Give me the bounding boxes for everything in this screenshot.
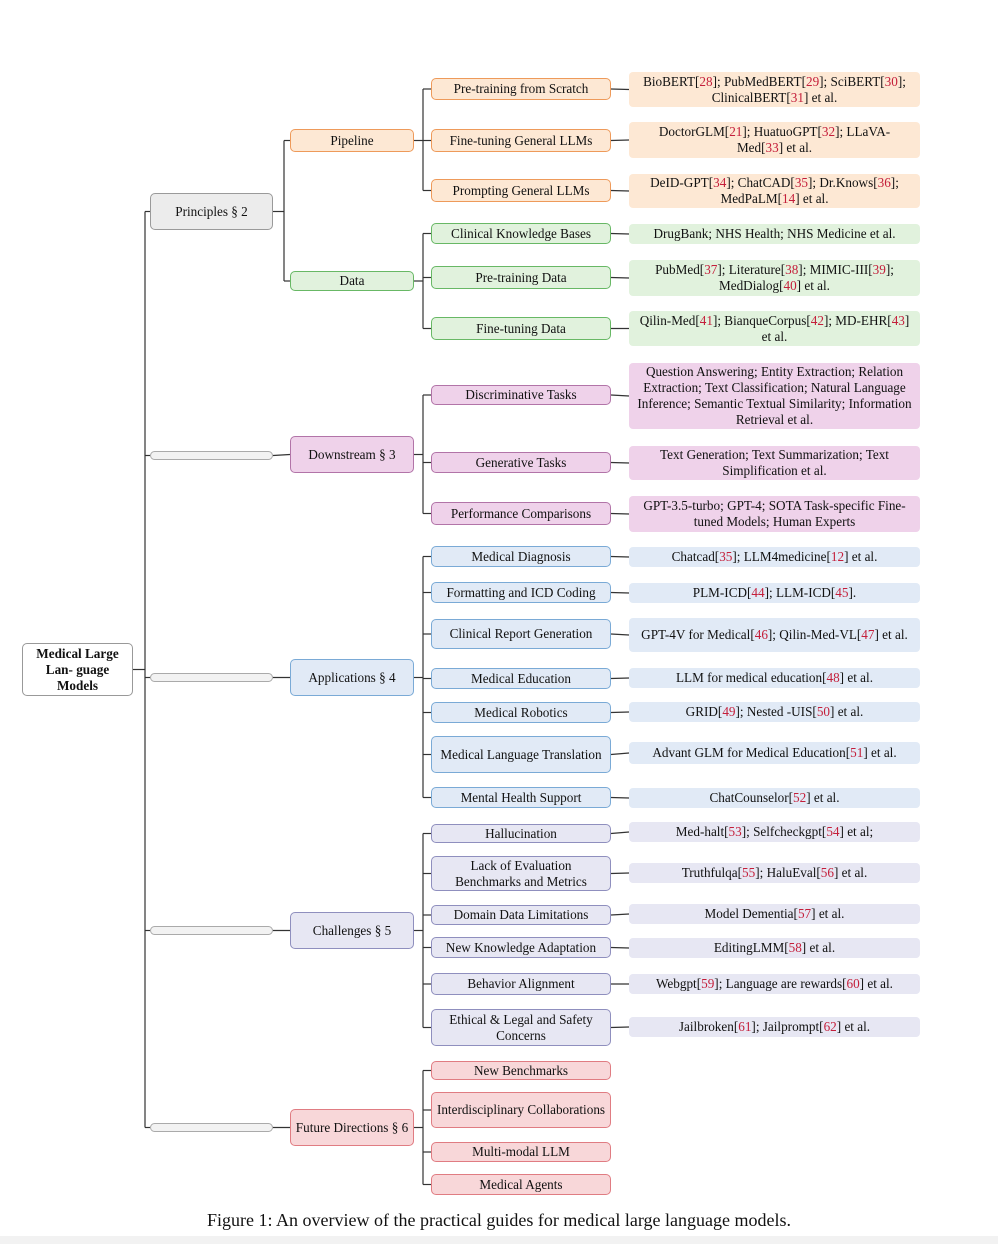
references-downstream-0: Question Answering; Entity Extraction; Relation Extraction; Text Classification; Natural Language Inference; Semantic Textual Similarity; Information Retrieval et al. (629, 363, 920, 429)
category-pipeline: Pipeline (290, 129, 414, 152)
leaf-connector (611, 557, 629, 558)
references-applications-3: LLM for medical education[48] et al. (629, 668, 920, 688)
references-pipeline-1: DoctorGLM[21]; HuatuoGPT[32]; LLaVA-Med[33] et al. (629, 122, 920, 158)
topic-data-2: Fine-tuning Data (431, 317, 611, 340)
references-applications-4: GRID[49]; Nested -UIS[50] et al. (629, 702, 920, 722)
topic-challenges-2: Domain Data Limitations (431, 905, 611, 925)
topic-applications-4: Medical Robotics (431, 702, 611, 723)
references-challenges-0: Med-halt[53]; Selfcheckgpt[54] et al; (629, 822, 920, 842)
references-challenges-5: Jailbroken[61]; Jailprompt[62] et al. (629, 1017, 920, 1037)
references-challenges-2: Model Dementia[57] et al. (629, 904, 920, 924)
topic-pipeline-1: Fine-tuning General LLMs (431, 129, 611, 152)
leaf-connector (611, 140, 629, 141)
references-downstream-1: Text Generation; Text Summarization; Text Simplification et al. (629, 446, 920, 480)
topic-applications-2: Clinical Report Generation (431, 619, 611, 649)
leaf-connector (611, 191, 629, 192)
topic-applications-0: Medical Diagnosis (431, 546, 611, 567)
figure-caption: Figure 1: An overview of the practical guides for medical large language models. (207, 1210, 791, 1230)
topic-data-1: Pre-training Data (431, 266, 611, 289)
leaf-connector (611, 514, 629, 515)
topic-future-1: Interdisciplinary Collaborations (431, 1092, 611, 1128)
leaf-connector (611, 463, 629, 464)
topic-future-3: Medical Agents (431, 1174, 611, 1195)
leaf-connector (611, 678, 629, 679)
leaf-connector (611, 395, 629, 396)
leaf-connector (611, 798, 629, 799)
topic-pipeline-0: Pre-training from Scratch (431, 78, 611, 100)
leaf-connector (611, 948, 629, 949)
topic-downstream-2: Performance Comparisons (431, 502, 611, 525)
leaf-connector (611, 832, 629, 834)
topic-challenges-1: Lack of Evaluation Benchmarks and Metrics (431, 856, 611, 891)
leaf-connector (611, 89, 629, 90)
references-pipeline-2: DeID-GPT[34]; ChatCAD[35]; Dr.Knows[36]; MedPaLM[14] et al. (629, 174, 920, 208)
references-applications-5: Advant GLM for Medical Education[51] et al. (629, 742, 920, 764)
category-data: Data (290, 271, 414, 291)
topic-applications-6: Mental Health Support (431, 787, 611, 808)
topic-applications-1: Formatting and ICD Coding (431, 582, 611, 603)
leaf-connector (611, 873, 629, 874)
category-future: Future Directions § 6 (290, 1109, 414, 1146)
topic-applications-3: Medical Education (431, 668, 611, 689)
leaf-connector (611, 234, 629, 235)
leaf-connector (611, 753, 629, 755)
references-pipeline-0: BioBERT[28]; PubMedBERT[29]; SciBERT[30]; ClinicalBERT[31] et al. (629, 72, 920, 107)
topic-data-0: Clinical Knowledge Bases (431, 223, 611, 244)
topic-downstream-0: Discriminative Tasks (431, 385, 611, 405)
section-bar-applications (150, 673, 273, 682)
leaf-connector (611, 914, 629, 915)
references-applications-2: GPT-4V for Medical[46]; Qilin-Med-VL[47] et al. (629, 618, 920, 652)
references-data-2: Qilin-Med[41]; BianqueCorpus[42]; MD-EHR[43] et al. (629, 311, 920, 346)
section-bar-future (150, 1123, 273, 1132)
references-applications-1: PLM-ICD[44]; LLM-ICD[45]. (629, 583, 920, 603)
references-challenges-4: Webgpt[59]; Language are rewards[60] et al. (629, 974, 920, 994)
section-bar-downstream (150, 451, 273, 460)
leaf-connector (611, 634, 629, 635)
topic-future-2: Multi-modal LLM (431, 1142, 611, 1162)
references-challenges-3: EditingLMM[58] et al. (629, 938, 920, 958)
topic-applications-5: Medical Language Translation (431, 736, 611, 773)
leaf-connector (611, 712, 629, 713)
topic-challenges-0: Hallucination (431, 824, 611, 843)
section-principles: Principles § 2 (150, 193, 273, 230)
leaf-connector (611, 1027, 629, 1028)
references-data-1: PubMed[37]; Literature[38]; MIMIC-III[39]; MedDialog[40] et al. (629, 260, 920, 296)
category-challenges: Challenges § 5 (290, 912, 414, 949)
leaf-connector (611, 278, 629, 279)
page-bottom-shade (0, 1236, 998, 1244)
category-downstream: Downstream § 3 (290, 436, 414, 473)
topic-challenges-4: Behavior Alignment (431, 973, 611, 995)
references-applications-0: Chatcad[35]; LLM4medicine[12] et al. (629, 547, 920, 567)
topic-pipeline-2: Prompting General LLMs (431, 179, 611, 202)
topic-challenges-3: New Knowledge Adaptation (431, 937, 611, 958)
section-bar-challenges (150, 926, 273, 935)
references-challenges-1: Truthfulqa[55]; HaluEval[56] et al. (629, 863, 920, 883)
category-applications: Applications § 4 (290, 659, 414, 696)
topic-future-0: New Benchmarks (431, 1061, 611, 1080)
root-node: Medical Large Lan- guage Models (22, 643, 133, 696)
references-downstream-2: GPT-3.5-turbo; GPT-4; SOTA Task-specific Fine-tuned Models; Human Experts (629, 496, 920, 532)
topic-challenges-5: Ethical & Legal and Safety Concerns (431, 1009, 611, 1046)
leaf-connector (611, 593, 629, 594)
topic-downstream-1: Generative Tasks (431, 452, 611, 473)
references-data-0: DrugBank; NHS Health; NHS Medicine et al. (629, 224, 920, 244)
references-applications-6: ChatCounselor[52] et al. (629, 788, 920, 808)
section-to-mid-downstream (273, 455, 290, 456)
